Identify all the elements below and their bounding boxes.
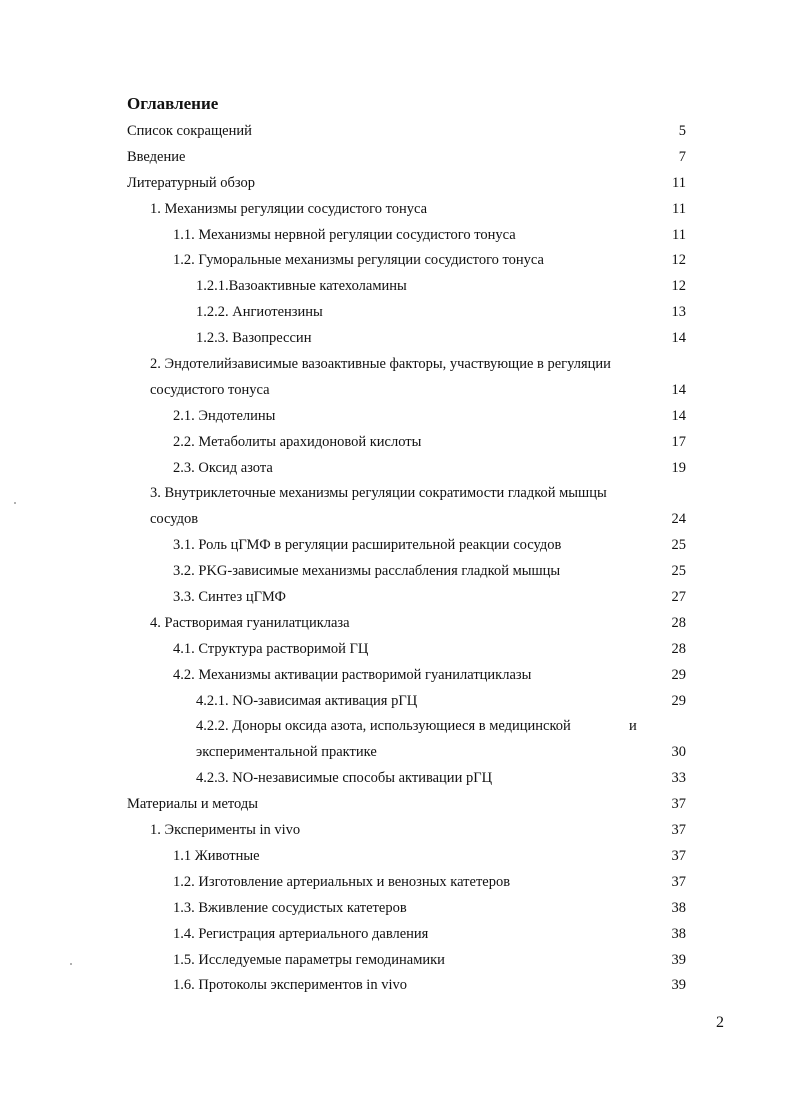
toc-entry-label: сосудов — [150, 511, 199, 528]
toc-entry — [0, 870, 794, 896]
toc-entry-page: 14 — [671, 381, 686, 398]
toc-entry-label: сосудистого тонуса — [150, 381, 270, 398]
toc-entry — [0, 689, 794, 715]
toc-entry-page: 17 — [671, 433, 686, 450]
toc-entry — [0, 766, 794, 792]
toc-entry-label: 4. Растворимая гуанилатциклаза — [150, 614, 350, 631]
toc-entry-label: 1.2.1.Вазоактивные катехоламины — [196, 278, 407, 295]
toc-entry-page: 37 — [671, 822, 686, 839]
toc-entry — [0, 274, 794, 300]
toc-entry-label: 3.3. Синтез цГМФ — [173, 589, 286, 606]
toc-entry-label: 2. Эндотелийзависимые вазоактивные факторы, участвующие в регуляции — [150, 356, 611, 373]
toc-entry-label: Введение — [127, 148, 186, 165]
toc-entry-page: 28 — [671, 614, 686, 631]
toc-entry-page: 14 — [671, 330, 686, 347]
toc-entry-page: 29 — [671, 666, 686, 683]
toc-entry-label: Список сокращений — [127, 123, 252, 139]
toc-entry-label: 1.6. Протоколы экспериментов in vivo — [173, 977, 407, 994]
toc-entry — [0, 430, 794, 456]
scan-speck — [14, 502, 16, 504]
toc-entry-label: 1.3. Вживление сосудистых катетеров — [173, 899, 407, 916]
toc-entry — [0, 533, 794, 559]
toc-entry-page: 11 — [672, 200, 686, 217]
table-of-contents — [0, 119, 794, 999]
toc-entry-page: 39 — [671, 951, 686, 968]
toc-entry — [0, 507, 794, 533]
toc-entry-page: 29 — [671, 692, 686, 709]
toc-entry-page: 7 — [678, 148, 686, 165]
toc-entry-label: экспериментальной практике — [196, 744, 377, 761]
toc-entry-label: 2.3. Оксид азота — [173, 459, 273, 476]
toc-entry-page: 37 — [671, 847, 686, 864]
toc-entry — [0, 171, 794, 197]
toc-entry — [0, 326, 794, 352]
toc-entry-label: 1. Эксперименты in vivo — [150, 822, 301, 839]
toc-entry-label: 3.1. Роль цГМФ в регуляции расширительной реакции сосудов — [173, 537, 562, 554]
toc-entry — [0, 740, 794, 766]
toc-entry — [0, 145, 794, 171]
toc-entry-label: 1. Механизмы регуляции сосудистого тонуса — [150, 200, 428, 217]
toc-entry-page: 13 — [671, 304, 686, 321]
toc-entry — [0, 948, 794, 974]
page-number: 2 — [716, 1014, 724, 1031]
toc-entry — [0, 248, 794, 274]
toc-entry — [0, 792, 794, 818]
toc-entry-label: 4.2.2. Доноры оксида азота, использующиеся в медицинской — [196, 718, 571, 735]
toc-entry — [0, 559, 794, 585]
page-title: Оглавление — [127, 94, 219, 113]
toc-entry-label: Материалы и методы — [127, 796, 258, 813]
toc-entry-label: 1.2.2. Ангиотензины — [196, 304, 323, 321]
toc-entry-page: 39 — [671, 977, 686, 994]
toc-entry-page: 11 — [672, 226, 686, 243]
toc-entry-page: 25 — [671, 537, 686, 554]
toc-entry-page: 33 — [671, 770, 686, 787]
toc-entry — [0, 663, 794, 689]
toc-entry-label: 1.2. Гуморальные механизмы регуляции сосудистого тонуса — [173, 252, 544, 269]
toc-entry-page: 38 — [671, 899, 686, 916]
toc-entry-page: 24 — [671, 511, 686, 528]
toc-entry-page: 5 — [678, 123, 686, 139]
toc-entry — [0, 119, 794, 145]
toc-entry-page: 12 — [671, 252, 686, 269]
toc-entry-label: 2.1. Эндотелины — [173, 407, 276, 424]
toc-entry — [0, 300, 794, 326]
toc-entry-label: 1.1. Механизмы нервной регуляции сосудистого тонуса — [173, 226, 516, 243]
toc-entry — [0, 818, 794, 844]
toc-entry — [0, 844, 794, 870]
toc-entry-label: 4.2.3. NO-независимые способы активации рГЦ — [196, 770, 493, 787]
toc-entry — [0, 481, 794, 507]
toc-entry — [0, 378, 794, 404]
toc-entry-label: 1.4. Регистрация артериального давления — [173, 925, 429, 942]
toc-entry-page: 19 — [671, 459, 686, 476]
toc-entry — [0, 223, 794, 249]
toc-entry — [0, 197, 794, 223]
toc-entry — [0, 404, 794, 430]
toc-entry-label: 2.2. Метаболиты арахидоновой кислоты — [173, 433, 422, 450]
toc-entry-page: 38 — [671, 925, 686, 942]
toc-entry-label: 1.5. Исследуемые параметры гемодинамики — [173, 951, 445, 968]
toc-entry-page: 30 — [671, 744, 686, 761]
toc-entry-page: 12 — [671, 278, 686, 295]
toc-entry — [0, 922, 794, 948]
toc-entry-label: 4.2. Механизмы активации растворимой гуанилатциклазы — [173, 666, 532, 683]
toc-entry-label: Литературный обзор — [127, 174, 255, 191]
toc-entry-label: 4.1. Структура растворимой ГЦ — [173, 640, 369, 657]
toc-entry-page: 27 — [671, 589, 686, 606]
toc-entry — [0, 973, 794, 999]
toc-entry-page: 25 — [671, 563, 686, 580]
toc-entry-label: 1.2. Изготовление артериальных и венозных катетеров — [173, 873, 511, 890]
toc-entry-page: 14 — [671, 407, 686, 424]
toc-entry-label: 3.2. PKG-зависимые механизмы расслабления гладкой мышцы — [173, 563, 561, 580]
toc-entry — [0, 352, 794, 378]
toc-entry-label: 3. Внутриклеточные механизмы регуляции сократимости гладкой мышцы — [150, 485, 607, 502]
toc-entry — [0, 637, 794, 663]
toc-entry-page: 11 — [672, 174, 686, 191]
toc-entry-page: 37 — [671, 873, 686, 890]
toc-entry-label: 1.2.3. Вазопрессин — [196, 330, 312, 347]
toc-entry — [0, 896, 794, 922]
toc-entry-label: 1.1 Животные — [173, 847, 260, 864]
scan-speck — [70, 963, 72, 965]
toc-entry-conjunction: и — [629, 718, 637, 735]
toc-entry — [0, 585, 794, 611]
toc-entry-page: 37 — [671, 796, 686, 813]
toc-entry — [0, 456, 794, 482]
toc-entry-label: 4.2.1. NO-зависимая активация рГЦ — [196, 692, 418, 709]
toc-entry-page: 28 — [671, 640, 686, 657]
toc-entry — [0, 714, 794, 740]
toc-entry — [0, 611, 794, 637]
